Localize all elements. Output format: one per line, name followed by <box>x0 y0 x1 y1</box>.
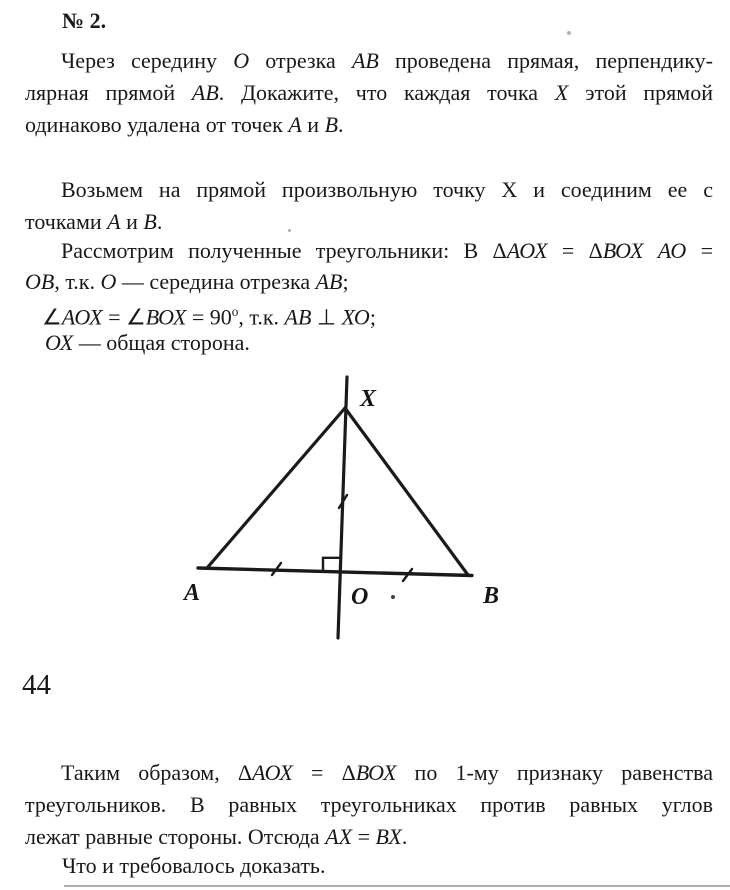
triangles-line-1: Рассмотрим полученные треугольники: В ΔАОХ = ΔВОХ АО = <box>61 238 713 263</box>
statement-line-3: одинаково удалена от точек А и В. <box>25 112 344 137</box>
page-edge-scan-line <box>64 885 730 887</box>
scan-speck <box>567 31 571 35</box>
segment-ab <box>198 568 472 576</box>
solution-paragraph-triangles <box>25 235 713 297</box>
right-angle-mark <box>323 558 341 572</box>
vertex-label-a: A <box>184 580 201 606</box>
conclusion-line-2: треугольников. В равных треугольниках против равных углов <box>25 792 713 817</box>
scan-speck <box>288 229 291 232</box>
common-side-line: ОХ — общая сторона. <box>45 330 250 355</box>
qed-line: Что и требовалось доказать. <box>62 853 326 878</box>
construction-line-1: Возьмем на прямой произвольную точку Х и соединим ее с <box>61 177 713 202</box>
conclusion-line-1: Таким образом, ΔАОХ = ΔВОХ по 1-му признаку равенства <box>61 760 713 785</box>
construction-line-2: точками А и В. <box>25 209 163 234</box>
problem-number: № 2. <box>62 8 107 33</box>
page-number: 44 <box>22 669 51 701</box>
segment-ax <box>207 408 345 568</box>
statement-line-2: лярная прямой АВ. Докажите, что каждая точка Х этой прямой <box>25 80 713 105</box>
conclusion-paragraph <box>25 757 713 853</box>
solution-common-side <box>45 327 715 358</box>
qed-statement <box>62 850 702 882</box>
vertex-label-x: X <box>360 386 377 412</box>
geometry-figure <box>150 372 550 644</box>
angles-line: ∠АОХ = ∠ВОХ = $90^о$, т.к. АВ ⊥ ХО; <box>42 304 376 330</box>
statement-line-1: Через середину О отрезка АВ проведена прямая, перпендику- <box>61 48 713 73</box>
solution-paragraph-construction <box>25 174 713 238</box>
ink-speck <box>391 595 395 599</box>
vertex-label-o: O <box>351 584 369 610</box>
segment-xb <box>345 408 468 575</box>
conclusion-line-3: лежат равные стороны. Отсюда АХ = ВХ. <box>25 824 408 849</box>
vertex-label-b: B <box>483 583 500 609</box>
problem-statement <box>25 45 713 141</box>
triangles-line-2: ОВ, т.к. О — середина отрезка АВ; <box>25 269 349 294</box>
